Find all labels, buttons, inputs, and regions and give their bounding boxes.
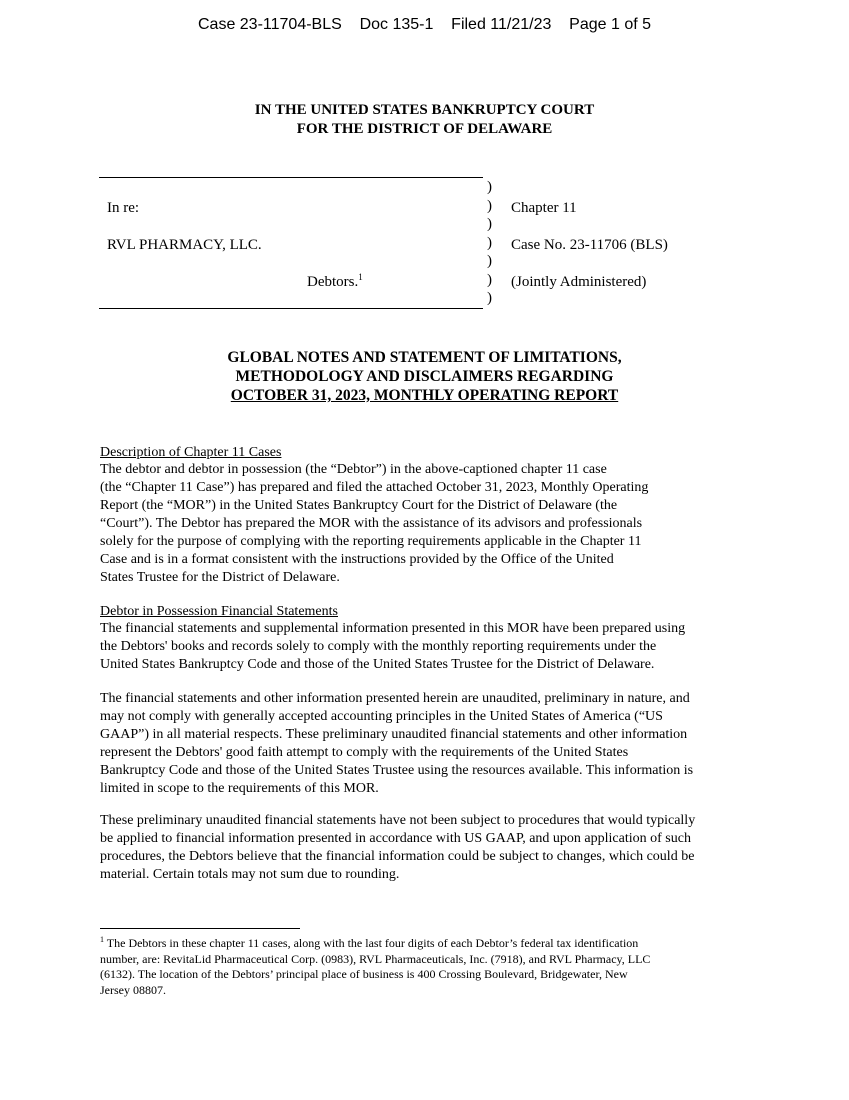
text-line: The financial statements and other information presented herein are unaudited, preliminary in nature, and <box>100 691 690 706</box>
paren: ) <box>487 271 492 288</box>
title-line-1: GLOBAL NOTES AND STATEMENT OF LIMITATIONS, <box>227 349 622 366</box>
debtors-label-text: Debtors. <box>307 274 359 290</box>
text-line: These preliminary unaudited financial statements have not been subject to procedures that would typically <box>100 813 696 828</box>
text-line: United States Bankruptcy Code and those of the United States Trustee for the District of Delaware. <box>100 657 655 672</box>
paren: ) <box>487 216 492 232</box>
footnote-line-text: The Debtors in these chapter 11 cases, along with the last four digits of each Debtor’s federal tax identification <box>104 936 639 950</box>
text-line: The financial statements and supplemental information presented in this MOR have been prepared using <box>100 621 686 636</box>
section-heading-dip-financials: Debtor in Possession Financial Statements <box>100 604 338 619</box>
text-line: Bankruptcy Code and those of the United States Trustee using the resources available. This information is <box>100 763 694 778</box>
court-heading-line-2: FOR THE DISTRICT OF DELAWARE <box>296 121 553 137</box>
text-line: “Court”). The Debtor has prepared the MOR with the assistance of its advisors and professionals <box>100 516 643 531</box>
paren: ) <box>487 290 492 306</box>
footnote <box>100 936 750 998</box>
footnote-rule <box>100 928 300 929</box>
paragraph-preliminary <box>100 812 760 884</box>
paragraph-dip-financials <box>100 620 760 674</box>
footnote-line <box>100 936 750 952</box>
caption-paren-column <box>487 178 497 308</box>
paren: ) <box>487 234 492 251</box>
document-title <box>0 348 849 405</box>
text-line: procedures, the Debtors believe that the financial information could be subject to changes, which could be <box>100 849 695 864</box>
filing-stamp: Case 23-11704-BLS Doc 135-1 Filed 11/21/23 Page 1 of 5 <box>197 16 652 33</box>
text-line: limited in scope to the requirements of this MOR. <box>100 781 379 796</box>
text-line: the Debtors' books and records solely to comply with the monthly reporting requirements under the <box>100 639 657 654</box>
paragraph-description <box>100 461 760 587</box>
caption-debtor-name: RVL PHARMACY, LLC. <box>107 237 262 253</box>
caption-top-rule <box>99 177 483 178</box>
section-heading-description: Description of Chapter 11 Cases <box>100 445 282 460</box>
text-line: The debtor and debtor in possession (the “Debtor”) in the above-captioned chapter 11 case <box>100 462 607 477</box>
text-line: GAAP”) in all material respects. These preliminary unaudited financial statements and other information <box>100 727 688 742</box>
caption-in-re: In re: <box>107 200 140 216</box>
footnote-line: number, are: RevitaLid Pharmaceutical Corp. (0983), RVL Pharmaceuticals, Inc. (7918), and RVL Pharmacy, LLC <box>100 951 651 966</box>
text-line: solely for the purpose of complying with the reporting requirements applicable in the Chapter 11 <box>100 534 642 549</box>
title-line-2: METHODOLOGY AND DISCLAIMERS REGARDING <box>235 368 614 385</box>
text-line: (the “Chapter 11 Case”) has prepared and filed the attached October 31, 2023, Monthly Operating <box>100 480 649 495</box>
footnote-line: Jersey 08807. <box>100 982 166 997</box>
court-heading-line-1: IN THE UNITED STATES BANKRUPTCY COURT <box>254 102 595 118</box>
text-line: Case and is in a format consistent with the instructions provided by the Office of the United <box>100 552 614 567</box>
paren: ) <box>487 253 492 269</box>
caption-chapter: Chapter 11 <box>511 200 577 216</box>
text-line: be applied to financial information presented in accordance with US GAAP, and upon application of such <box>100 831 691 846</box>
title-line-3-text: OCTOBER 31, 2023, MONTHLY OPERATING REPORT <box>230 387 619 404</box>
caption-debtors-label <box>307 273 363 291</box>
paren: ) <box>487 197 492 214</box>
footnote-marker: 1 <box>100 935 104 944</box>
footnote-reference: 1 <box>358 272 363 282</box>
title-line-3 <box>0 386 849 405</box>
footnote-line: (6132). The location of the Debtors’ principal place of business is 400 Crossing Boulevard, Bridgewater, New <box>100 967 628 981</box>
paren: ) <box>487 179 492 195</box>
caption-case-number: Case No. 23-11706 (BLS) <box>511 237 668 253</box>
caption-bottom-rule <box>99 308 483 309</box>
text-line: States Trustee for the District of Delaware. <box>100 570 340 585</box>
paragraph-unaudited <box>100 690 760 798</box>
text-line: material. Certain totals may not sum due to rounding. <box>100 867 400 882</box>
text-line: Report (the “MOR”) in the United States Bankruptcy Court for the District of Delaware (the <box>100 498 618 513</box>
text-line: may not comply with generally accepted accounting principles in the United States of America (“US <box>100 709 663 724</box>
caption-administration: (Jointly Administered) <box>511 274 647 290</box>
court-heading <box>0 101 849 139</box>
text-line: represent the Debtors' good faith attempt to comply with the requirements of the United States <box>100 745 629 760</box>
